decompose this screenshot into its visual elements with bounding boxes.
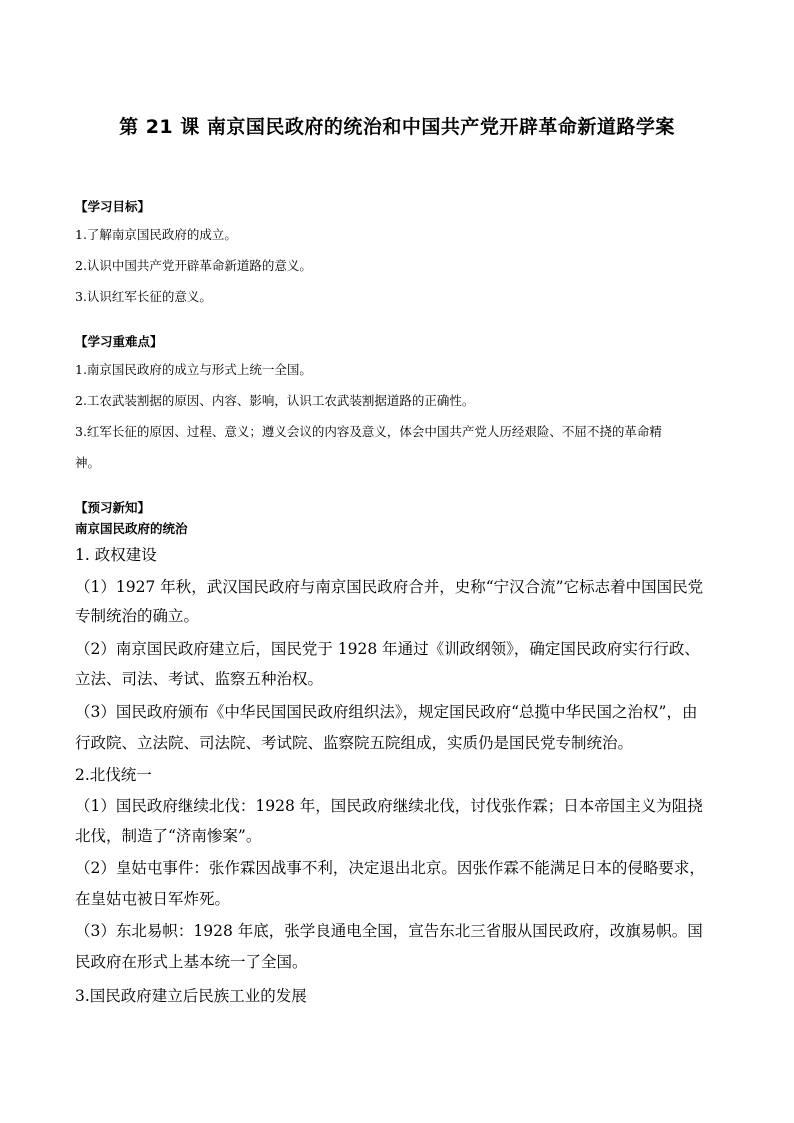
text-line: 1. 政权建设	[75, 546, 157, 564]
key-point-item-3: 3.红军长征的原因、过程、意义；遵义会议的内容及意义，体会中国共产党人历经艰险、不屈不挠的革命精	[75, 424, 662, 439]
text-line: 民政府在形式上基本统一了全国。	[75, 953, 308, 971]
text-line: 在皇姑屯被日军炸死。	[75, 890, 231, 908]
text-line: （2）皇姑屯事件：张作霖因战事不利，决定退出北京。因张作霖不能满足日本的侵略要求，	[75, 859, 705, 877]
text-line: 行政院、立法院、司法院、考试院、监察院五院组成，实质仍是国民党专制统治。	[75, 734, 634, 752]
key-point-item-1: 1.南京国民政府的成立与形式上统一全国。	[75, 362, 312, 377]
objective-item-3: 3.认识红军长征的意义。	[75, 289, 212, 304]
page-title: 第 21 课 南京国民政府的统治和中国共产党开辟革命新道路学案	[119, 116, 675, 138]
key-points-heading: 【学习重难点】	[75, 334, 163, 349]
text-line: （2）南京国民政府建立后，国民党于 1928 年通过《训政纲领》，确定国民政府实行行政、	[75, 640, 700, 658]
text-line: 2.北伐统一	[75, 766, 152, 784]
key-point-item-3-cont: 神。	[75, 455, 101, 470]
text-line: 北伐，制造了“济南惨案”。	[75, 827, 262, 845]
objective-item-2: 2.认识中国共产党开辟革命新道路的意义。	[75, 258, 312, 273]
text-line: （3）国民政府颁布《中华民国国民政府组织法》，规定国民政府“总揽中华民国之治权”，由	[75, 703, 698, 721]
preview-heading: 【预习新知】	[75, 500, 151, 515]
text-line: （1）国民政府继续北伐：1928 年，国民政府继续北伐，讨伐张作霖；日本帝国主义为阻挠	[75, 797, 703, 815]
text-line: （3）东北易帜：1928 年底，张学良通电全国，宣告东北三省服从国民政府，改旗易帜。国	[75, 922, 703, 940]
text-line: 专制统治的确立。	[75, 607, 200, 625]
text-line: 立法、司法、考试、监察五种治权。	[75, 670, 324, 688]
text-line: （1）1927 年秋，武汉国民政府与南京国民政府合并，史称“宁汉合流”它标志着中国国民党	[75, 578, 704, 596]
text-line: 3.国民政府建立后民族工业的发展	[75, 987, 307, 1005]
preview-subheading: 南京国民政府的统治	[75, 521, 188, 536]
key-point-item-2: 2.工农武装割据的原因、内容、影响，认识工农武装割据道路的正确性。	[75, 393, 475, 408]
objective-item-1: 1.了解南京国民政府的成立。	[75, 227, 237, 242]
objectives-heading: 【学习目标】	[75, 199, 151, 214]
